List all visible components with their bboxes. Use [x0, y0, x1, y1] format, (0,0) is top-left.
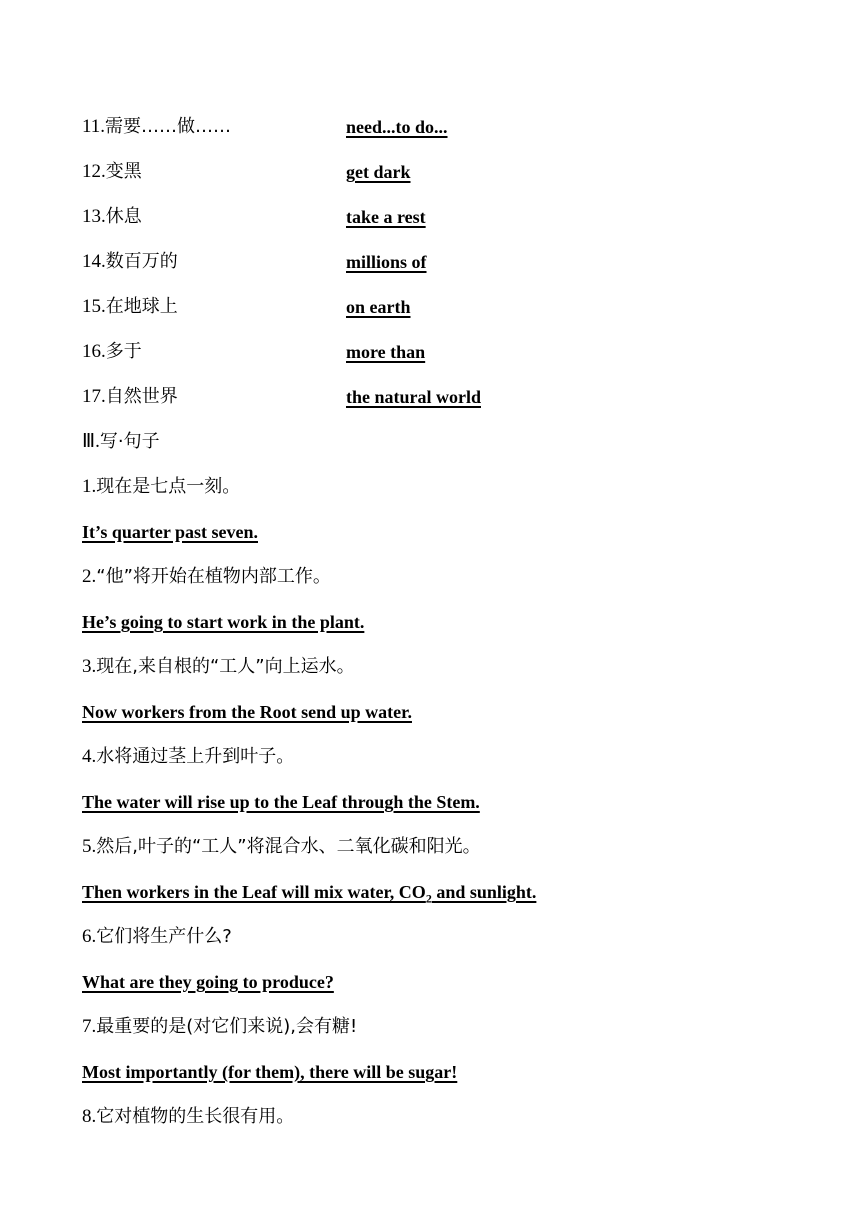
subscript: 2: [425, 891, 432, 906]
sentence-prompt: [82, 835, 481, 859]
english-answer: the natural world: [346, 387, 481, 407]
vocab-item: [82, 295, 411, 319]
english-answer: more than: [346, 342, 426, 362]
item-number: 5.: [82, 836, 97, 857]
chinese-sentence: 现在,来自根的“工人”向上运水。: [96, 656, 355, 677]
item-number: 6.: [82, 926, 97, 947]
vocab-item: [82, 115, 448, 139]
vocab-item: [82, 340, 426, 364]
english-answer: get dark: [346, 162, 411, 182]
sentence-answer: [82, 790, 480, 815]
item-number: 12.: [82, 161, 106, 182]
sentence-answer: [82, 520, 258, 545]
english-answer: millions of: [346, 252, 427, 272]
answer-part: and sunlight.: [431, 882, 537, 902]
item-number: 2.: [82, 566, 97, 587]
sentence-prompt: [82, 745, 294, 769]
sentence-prompt: [82, 565, 331, 589]
chinese-sentence: 它对植物的生长很有用。: [96, 1106, 295, 1127]
vocab-item: [82, 250, 427, 274]
chinese-sentence: 水将通过茎上升到叶子。: [96, 746, 295, 767]
chinese-sentence: 然后,叶子的“工人”将混合水、二氧化碳和阳光。: [96, 836, 481, 857]
section-heading: [82, 430, 160, 454]
chinese-sentence: 它们将生产什么?: [96, 926, 232, 947]
chinese-sentence: 现在是七点一刻。: [96, 476, 241, 497]
item-number: 8.: [82, 1106, 97, 1127]
item-number: 7.: [82, 1016, 97, 1037]
vocab-item: [82, 205, 426, 229]
sentence-prompt: [82, 925, 232, 949]
sentence-prompt: [82, 1105, 294, 1129]
item-number: 16.: [82, 341, 106, 362]
sentence-answer: [82, 970, 334, 995]
sentence-answer: [82, 700, 412, 725]
english-answer: He’s going to start work in the plant.: [82, 612, 365, 632]
chinese-sentence: 最重要的是(对它们来说),会有糖!: [96, 1016, 358, 1037]
sentence-answer: [82, 1060, 457, 1085]
english-answer: need...to do...: [346, 117, 448, 137]
english-answer: take a rest: [346, 207, 426, 227]
chinese-phrase: 变黑: [105, 161, 142, 182]
chinese-sentence: “他”将开始在植物内部工作。: [96, 566, 331, 587]
section-number: Ⅲ.: [82, 431, 100, 452]
vocab-item: [82, 385, 481, 409]
item-number: 14.: [82, 251, 106, 272]
english-answer: The water will rise up to the Leaf through the Stem.: [82, 792, 480, 812]
section-title: 写·句子: [99, 431, 160, 452]
english-answer: [82, 882, 537, 906]
chinese-phrase: 数百万的: [105, 251, 178, 272]
item-number: 13.: [82, 206, 106, 227]
english-answer: on earth: [346, 297, 411, 317]
answer-part: Then workers in the Leaf will mix water, CO: [82, 882, 426, 902]
item-number: 11.: [82, 116, 106, 137]
english-answer: It’s quarter past seven.: [82, 522, 258, 542]
item-number: 17.: [82, 386, 106, 407]
sentence-prompt: [82, 475, 240, 499]
chinese-phrase: 自然世界: [105, 386, 178, 407]
english-answer: Now workers from the Root send up water.: [82, 702, 412, 722]
item-number: 3.: [82, 656, 97, 677]
chinese-phrase: 需要……做……: [105, 116, 232, 137]
chinese-phrase: 在地球上: [105, 296, 178, 317]
chinese-phrase: 休息: [105, 206, 142, 227]
sentence-answer: [82, 610, 364, 635]
item-number: 15.: [82, 296, 106, 317]
english-answer: Most importantly (for them), there will be sugar!: [82, 1062, 458, 1082]
sentence-prompt: [82, 1015, 357, 1039]
item-number: 1.: [82, 476, 97, 497]
item-number: 4.: [82, 746, 97, 767]
english-answer: What are they going to produce?: [82, 972, 334, 992]
vocab-item: [82, 160, 411, 184]
sentence-prompt: [82, 655, 355, 679]
sentence-answer: [82, 880, 536, 911]
chinese-phrase: 多于: [105, 341, 142, 362]
